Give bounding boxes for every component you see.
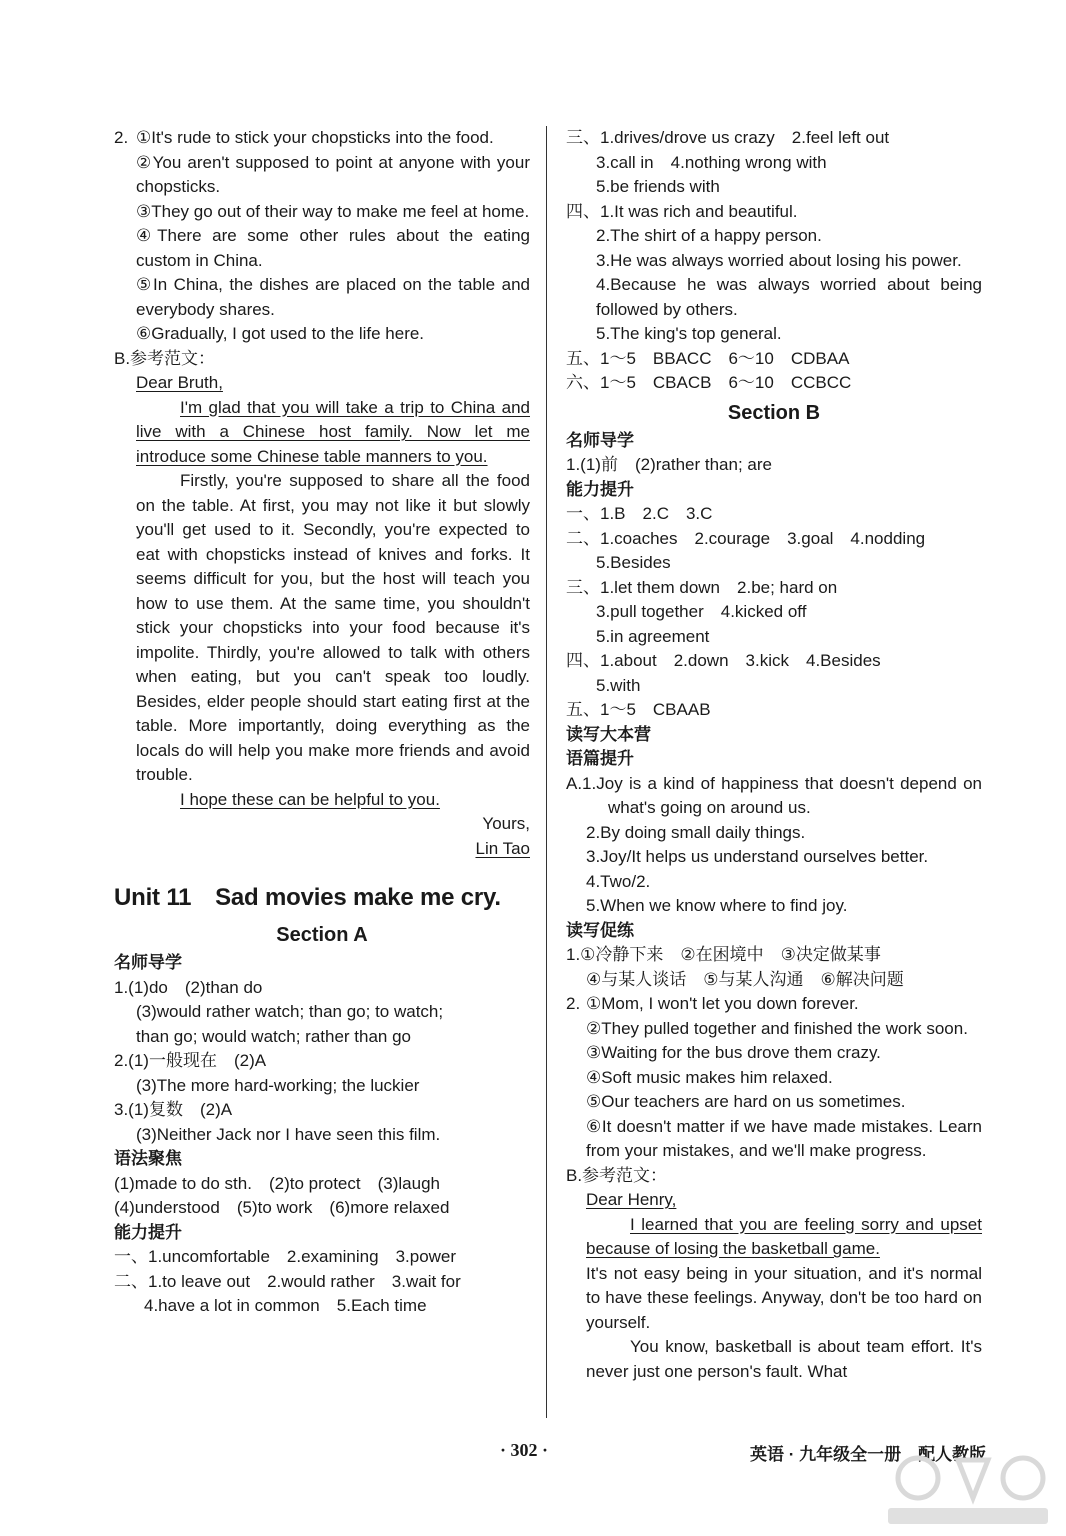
left-column [114, 126, 530, 1319]
heading-nengli: 能力提升 [566, 479, 634, 499]
question-2-label: 2. [114, 128, 129, 147]
answer-line: 1.(1)前 (2)rather than; are [566, 455, 772, 474]
page-number: · 302 · [500, 1440, 549, 1460]
answer-line: 5.Besides [596, 553, 671, 572]
answer-item: ⑤In China, the dishes are placed on the table and everybody shares. [136, 275, 530, 319]
essay-paragraph: It's not easy being in your situation, and it's normal to have these feelings. Anyway, don't be too hard on yourself. [586, 1263, 982, 1332]
watermark-logo [878, 1448, 1058, 1530]
essay-sign-2: Lin Tao [475, 838, 530, 858]
answer-line: 2.By doing small daily things. [586, 822, 806, 842]
answer-line: 二、1.to leave out 2.would rather 3.wait for [114, 1271, 461, 1291]
answer-line: 5.with [596, 675, 641, 695]
answer-item: ③They go out of their way to make me feel at home. [136, 201, 530, 221]
essay-paragraph: You know, basketball is about team effort. It's never just one person's fault. What [586, 1337, 982, 1381]
answer-item: ③Waiting for the bus drove them crazy. [586, 1043, 881, 1062]
answer-line: 1.①冷静下来 ②在困境中 ③决定做某事 [566, 945, 881, 964]
essay-closing: I hope these can be helpful to you. [180, 789, 440, 809]
answer-line: 3.He was always worried about losing his power. [596, 250, 962, 270]
section-a-title: Section A [276, 924, 368, 946]
answer-line: 二、1.coaches 2.courage 3.goal 4.nodding [566, 528, 926, 548]
essay-left [114, 371, 530, 861]
heading-duxie: 读写大本营 [566, 724, 651, 744]
section-b-title: Section B [727, 401, 821, 424]
answer-line: 4.Because he was always worried about being followed by others. [596, 275, 982, 319]
answer-item: ④Soft music makes him relaxed. [586, 1067, 833, 1087]
answer-line: 4.Two/2. [586, 871, 651, 891]
answer-line: 一、1.B 2.C 3.C [566, 504, 713, 523]
essay-intro: I'm glad that you will take a trip to China and live with a Chinese host family. Now let me introduce some Chinese table manners to you. [136, 397, 530, 466]
answer-line: (3)would rather watch; than go; to watch; [136, 1002, 444, 1021]
answer-line: 4.have a lot in common 5.Each time [144, 1296, 427, 1315]
answer-item: ④There are some other rules about the eating custom in China. [136, 226, 530, 270]
essay-body: Firstly, you're supposed to share all the food on the table. At first, you may not like it but slowly you'll get used to it. Secondly, you're expected to eat with chopsticks instead of knives and forks. It seems difficult for you, but the host will teach you how to use them. At the same time, you shouldn't stick your chopsticks into your food because it's impolite. Thirdly, you're allowed to talk with others when eating, but you can't speak too loudly. Besides, elder people should start eating first at the table. More importantly, doing everything as the locals do will help you make more friends and avoid trouble. [136, 471, 530, 784]
question-2-right [566, 992, 982, 1164]
answer-item: ②You aren't supposed to point at anyone with your chopsticks. [136, 152, 530, 196]
answer-line: 三、1.let them down 2.be; hard on [566, 577, 838, 597]
answer-item: ①It's rude to stick your chopsticks into the food. [136, 128, 494, 147]
answer-line: 五、1～5 BBACC 6～10 CDBAA [566, 348, 850, 368]
answer-line: 四、1.It was rich and beautiful. [566, 201, 798, 221]
answer-item: ⑤Our teachers are hard on us sometimes. [586, 1092, 906, 1111]
answer-line: 5.The king's top general. [596, 324, 782, 343]
answer-line: 六、1～5 CBACB 6～10 CCBCC [566, 373, 852, 392]
question-2-label: 2. [566, 994, 581, 1013]
answer-line: 3.pull together 4.kicked off [596, 602, 807, 621]
answer-line: than go; would watch; rather than go [136, 1026, 412, 1046]
essay-sign-1: Yours, [482, 814, 530, 833]
unit-title: Unit 11 Sad movies make me cry. [114, 884, 501, 911]
answer-line: ④与某人谈话 ⑤与某人沟通 ⑥解决问题 [586, 969, 904, 989]
answer-line: 3.Joy/It helps us understand ourselves better. [586, 847, 929, 866]
answer-line: 1.(1)do (2)than do [114, 977, 263, 997]
essay-label: B.参考范文： [114, 348, 216, 368]
essay-greeting: Dear Henry, [586, 1190, 677, 1209]
answer-item: ⑥It doesn't matter if we have made mistakes. Learn from your mistakes, and we'll make progress. [586, 1116, 982, 1160]
heading-yupian: 语篇提升 [566, 749, 634, 768]
answer-line: 四、1.about 2.down 3.kick 4.Besides [566, 651, 881, 670]
answer-line: 五、1～5 CBAAB [566, 700, 711, 719]
heading-mingshi: 名师导学 [114, 953, 182, 972]
answer-item: ⑥Gradually, I got used to the life here. [136, 324, 425, 343]
answer-line: A.1.Joy is a kind of happiness that doesn't depend on what's going on around us. [566, 773, 982, 817]
answer-line: (3)The more hard-working; the luckier [136, 1075, 420, 1095]
answer-line: 5.When we know where to find joy. [586, 896, 848, 915]
right-column [566, 126, 982, 1384]
answer-line: 5.in agreement [596, 626, 710, 646]
essay-greeting: Dear Bruth, [136, 373, 223, 392]
question-2 [114, 126, 530, 347]
answer-line: (4)understood (5)to work (6)more relaxed [114, 1198, 450, 1217]
answer-line: 三、1.drives/drove us crazy 2.feel left out [566, 128, 890, 147]
answer-line: 3.(1)复数 (2)A [114, 1100, 233, 1119]
answer-item: ①Mom, I won't let you down forever. [586, 994, 859, 1013]
essay-label: B.参考范文： [566, 1165, 668, 1185]
heading-mingshi: 名师导学 [566, 430, 634, 450]
column-divider [546, 126, 547, 1418]
essay-right [566, 1188, 982, 1384]
answer-line: (3)Neither Jack nor I have seen this film. [136, 1124, 441, 1144]
heading-yufa: 语法聚焦 [114, 1149, 182, 1168]
essay-intro: I learned that you are feeling sorry and upset because of losing the basketball game. [586, 1214, 982, 1258]
answer-line: (1)made to do sth. (2)to protect (3)laugh [114, 1173, 440, 1193]
answer-line: 2.(1)一般现在 (2)A [114, 1051, 267, 1070]
answer-item: ②They pulled together and finished the work soon. [586, 1018, 968, 1038]
answer-line: 5.be friends with [596, 177, 720, 196]
answer-line: 2.The shirt of a happy person. [596, 226, 822, 245]
heading-cujin: 读写促练 [566, 920, 634, 940]
answer-line: 一、1.uncomfortable 2.examining 3.power [114, 1247, 457, 1266]
book-info: 英语 · 九年级全一册 配人教版 [750, 1445, 987, 1464]
answer-line: 3.call in 4.nothing wrong with [596, 152, 827, 172]
heading-nengli: 能力提升 [114, 1222, 182, 1242]
